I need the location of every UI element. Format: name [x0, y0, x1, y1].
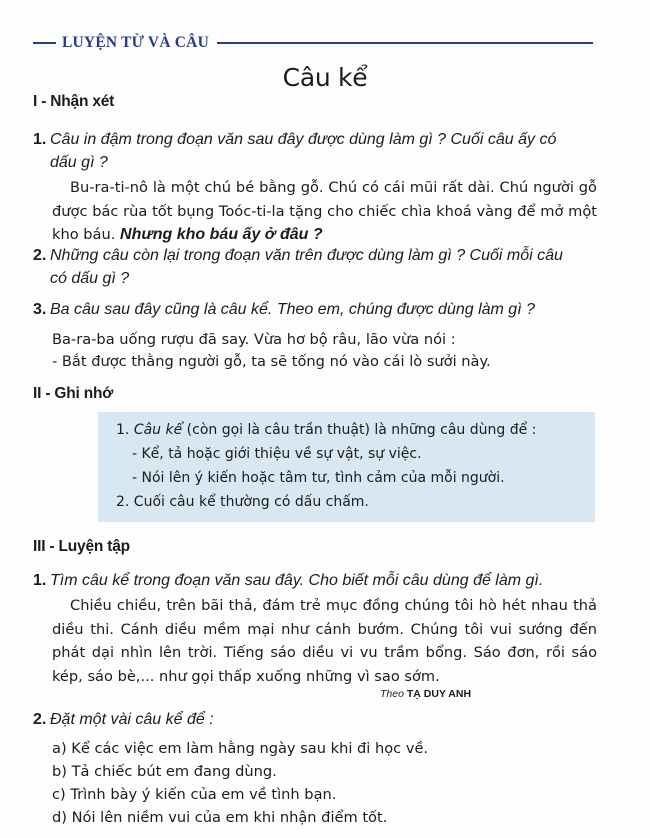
memo-term: Câu kể — [133, 422, 183, 438]
memo-line-2: - Kể, tả hoặc giới thiệu về sự vật, sự việc. — [132, 446, 422, 462]
question-number: 3. — [33, 301, 47, 318]
question-text-line1: Những câu còn lại trong đoạn văn trên được dùng làm gì ? Cuối mỗi câu — [50, 247, 563, 264]
passage-source — [380, 688, 471, 700]
memo-definition: (còn gọi là câu trần thuật) là những câu dùng để : — [182, 422, 537, 438]
passage-bold-sentence: Nhưng kho báu ấy ở đâu ? — [120, 226, 323, 243]
exercise-2 — [33, 708, 598, 731]
header-rule-right — [217, 42, 593, 44]
question-text-line2: dấu gì ? — [50, 154, 108, 171]
memo-box — [98, 412, 595, 522]
passage-buratino — [52, 176, 597, 247]
memo-line-4: 2. Cuối câu kể thường có dấu chấm. — [116, 494, 369, 510]
exercise-number: 2. — [33, 711, 47, 728]
header-rule-left — [33, 42, 56, 44]
question-text-line1: Câu in đậm trong đoạn văn sau đây được dùng làm gì ? Cuối câu ấy có — [50, 131, 557, 148]
question-number: 1. — [33, 131, 47, 148]
lesson-category-label: LUYỆN TỪ VÀ CÂU — [62, 34, 209, 51]
exercise-number: 1. — [33, 572, 47, 589]
exercise-text: Tìm câu kể trong đoạn văn sau đây. Cho biết mỗi câu dùng để làm gì. — [50, 572, 544, 589]
question-text: Ba câu sau đây cũng là câu kể. Theo em, chúng được dùng làm gì ? — [50, 301, 535, 318]
source-author: TẠ DUY ANH — [406, 688, 472, 700]
question-text-line2: có dấu gì ? — [50, 270, 130, 287]
lesson-header — [33, 33, 593, 53]
exercise-2-item-b: b) Tả chiếc bút em đang dùng. — [52, 763, 277, 780]
memo-number: 1. — [116, 422, 134, 438]
exercise-1 — [33, 569, 598, 592]
section-heading-luyen-tap: III - Luyện tập — [33, 538, 130, 555]
exercise-2-item-c: c) Trình bày ý kiến của em về tình bạn. — [52, 786, 337, 803]
q3-example-line-1: Ba-ra-ba uống rượu đã say. Vừa hơ bộ râu, lão vừa nói : — [52, 331, 456, 348]
page-title: Câu kể — [282, 63, 368, 92]
section-heading-ghi-nho: II - Ghi nhớ — [33, 385, 114, 402]
question-2 — [33, 244, 598, 290]
question-1 — [33, 128, 598, 174]
passage-tha-dieu — [52, 594, 597, 688]
section-heading-nhan-xet: I - Nhận xét — [33, 93, 115, 110]
passage-text: Bu-ra-ti-nô là một chú bé bằng gỗ. Chú có cái mũi rất dài. Chú người gỗ được bác rùa tốt bụng Toóc-ti-la tặng cho chiếc chìa khoá vàng để mở một kho báu. — [52, 179, 597, 243]
question-number: 2. — [33, 247, 47, 264]
source-prefix: Theo — [380, 688, 404, 700]
exercise-2-item-a: a) Kể các việc em làm hằng ngày sau khi đi học về. — [52, 740, 429, 757]
exercise-2-item-d: d) Nói lên niềm vui của em khi nhận điểm tốt. — [52, 809, 388, 826]
memo-line-1 — [116, 422, 536, 438]
q3-example-line-2: - Bắt được thằng người gỗ, ta sẽ tống nó vào cái lò sưởi này. — [52, 353, 491, 370]
question-3 — [33, 298, 598, 321]
memo-line-3: - Nói lên ý kiến hoặc tâm tư, tình cảm của mỗi người. — [132, 470, 505, 486]
exercise-text: Đặt một vài câu kể để : — [50, 711, 214, 728]
passage-text: Chiều chiều, trên bãi thả, đám trẻ mục đồng chúng tôi hò hét nhau thả diều thi. Cánh diều mềm mại như cánh bướm. Chúng tôi vui sướng đến phát dại nhìn lên trời. Tiếng sáo diều vi vu trầm bổng. Sáo đơn, rồi sáo kép, sáo bè,... như gọi thấp xuống những vì sao sớm. — [52, 597, 597, 685]
